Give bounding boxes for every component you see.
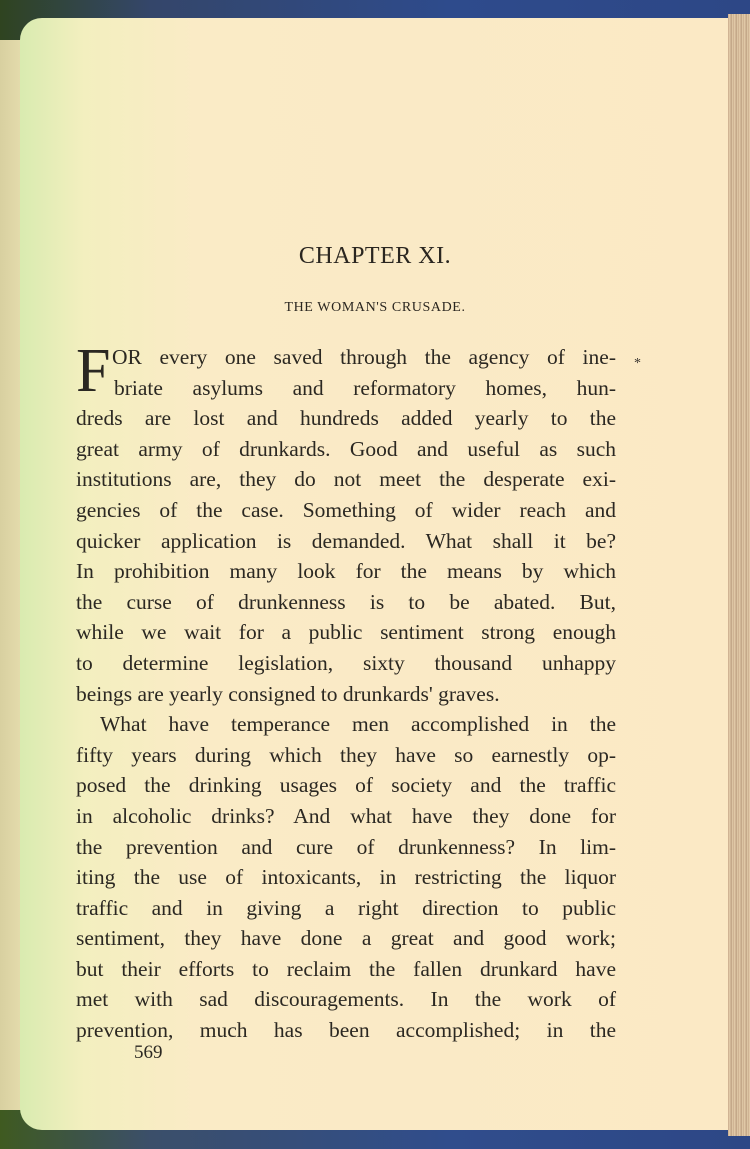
- text-line: What have temperance men accomplished in the: [100, 712, 616, 737]
- text-line: prevention, much has been accomplished; in the: [76, 1018, 616, 1043]
- text-line: the prevention and cure of drunkenness? In lim-: [76, 834, 616, 859]
- text-line: institutions are, they do not meet the desperate exi-: [76, 467, 616, 492]
- text-line: gencies of the case. Something of wider reach and: [76, 497, 616, 522]
- page-number: 569: [134, 1042, 163, 1063]
- margin-mark: *: [634, 356, 641, 371]
- text-line: beings are yearly consigned to drunkards' graves.: [76, 681, 500, 706]
- text-line: quicker application is demanded. What shall it be?: [76, 528, 616, 553]
- text-line: fifty years during which they have so earnestly op-: [76, 742, 616, 767]
- text-line: In prohibition many look for the means by which: [76, 559, 616, 584]
- text-line: while we wait for a public sentiment strong enough: [76, 620, 616, 645]
- text-line: but their efforts to reclaim the fallen drunkard have: [76, 956, 616, 981]
- text-line: the curse of drunkenness is to be abated. But,: [76, 589, 616, 614]
- drop-cap: F: [76, 337, 111, 405]
- text-line: OR every one saved through the agency of ine-: [112, 345, 616, 369]
- text-line: iting the use of intoxicants, in restricting the liquor: [76, 865, 616, 890]
- text-line: in alcoholic drinks? And what have they done for: [76, 803, 616, 828]
- text-line: posed the drinking usages of society and the traffic: [76, 773, 616, 798]
- text-line: to determine legislation, sixty thousand unhappy: [76, 650, 616, 675]
- text-line: traffic and in giving a right direction to public: [76, 895, 616, 920]
- text-line: met with sad discouragements. In the work of: [76, 987, 616, 1012]
- chapter-subtitle: THE WOMAN'S CRUSADE.: [284, 300, 466, 315]
- text-line: great army of drunkards. Good and useful as such: [76, 436, 616, 461]
- chapter-title: CHAPTER XI.: [298, 243, 452, 269]
- text-line: briate asylums and reformatory homes, hun-: [114, 375, 616, 400]
- text-line: sentiment, they have done a great and good work;: [76, 926, 616, 951]
- text-line: dreds are lost and hundreds added yearly to the: [76, 406, 616, 431]
- body-text: [76, 337, 616, 1046]
- page-edges: [728, 14, 750, 1136]
